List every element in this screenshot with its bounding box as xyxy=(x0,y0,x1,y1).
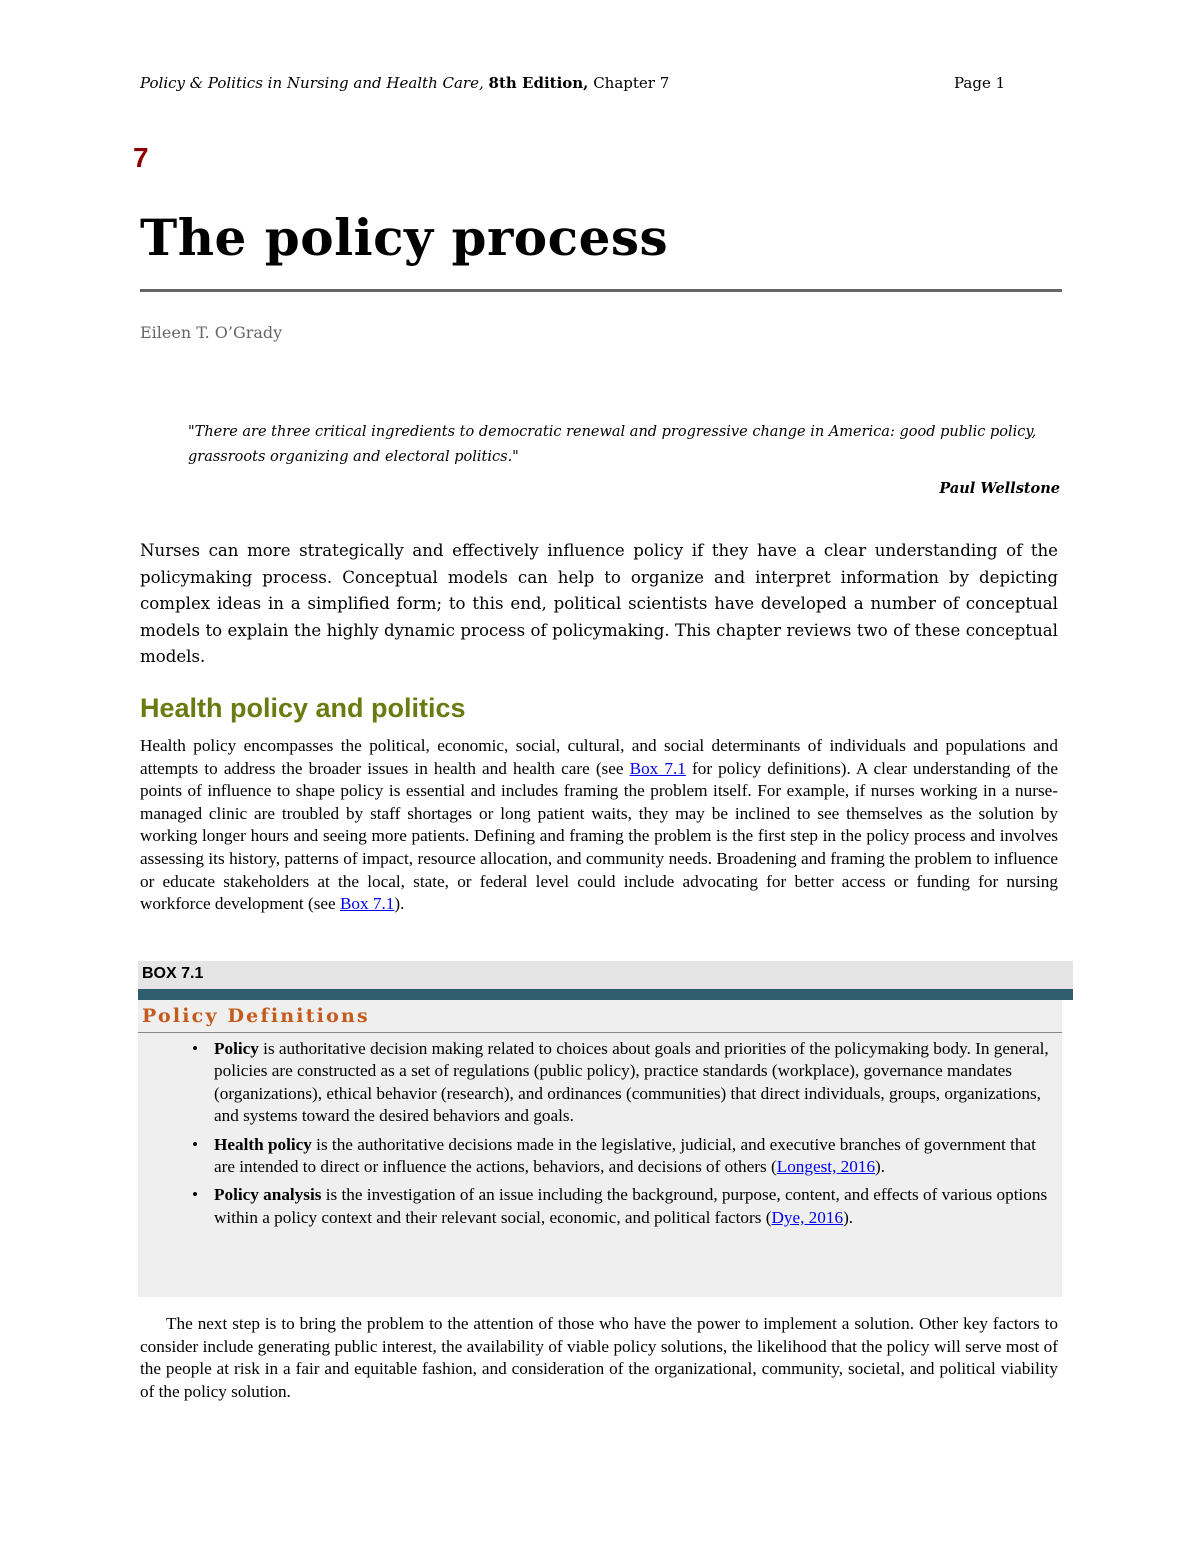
definitions-list xyxy=(190,1038,1056,1235)
running-header xyxy=(140,74,1008,92)
box-header xyxy=(138,961,1073,989)
definition-text: is authoritative decision making related to choices about goals and priorities of the policymaking body. In general, policies are constructed as a set of regulations (public policy), practice standards (workplace), governance mandates (organizations), ethical behavior (research), and ordinances (communities) that direct individuals, groups, organizations, and systems toward the desired behaviors and goals. xyxy=(214,1039,1049,1126)
box-divider xyxy=(138,1032,1062,1033)
section-heading: Health policy and politics xyxy=(140,693,466,723)
bullet-icon: • xyxy=(192,1134,199,1154)
chapter-title: The policy process xyxy=(140,208,669,267)
epigraph-attribution: Paul Wellstone xyxy=(939,480,1060,497)
body-paragraph-2: The next step is to bring the problem to the attention of those who have the power to implement a solution. Other key factors to consider include generating public interest, the availability of viable policy solutions, the likelihood that the policy will serve most of the people at risk in a fair and equitable fashion, and consideration of the organizational, community, societal, and political viability of the policy solution. xyxy=(140,1314,1058,1401)
definition-text: is the authoritative decisions made in the legislative, judicial, and executive branches of government that are intended to direct or influence the actions, behaviors, and decisions of others ( xyxy=(214,1134,1036,1177)
chapter-author: Eileen T. O’Grady xyxy=(140,323,283,342)
citation-link-longest[interactable]: Longest, 2016 xyxy=(776,1157,876,1177)
list-item: • Health policy is the authoritative decisions made in the legislative, judicial, and executive branches of government that are intended to direct or influence the actions, behaviors, and decisions of others (Longest, 2016). xyxy=(192,1134,1036,1177)
list-item: • Policy analysis is the investigation of an issue including the background, purpose, content, and effects of various options within a policy context and their relevant social, economic, and political factors (Dye, 2016). xyxy=(192,1185,1048,1227)
definition-term: Health policy xyxy=(214,1134,312,1154)
epigraph-quote: "There are three critical ingredients to democratic renewal and progressive change in America: good public policy, grassroots organizing and electoral politics." xyxy=(188,424,1037,465)
book-title: Policy & Politics in Nursing and Health Care, 8th Edition, Chapter 7 xyxy=(140,74,670,92)
citation-link-dye[interactable]: Dye, 2016 xyxy=(771,1207,844,1227)
title-divider xyxy=(140,289,1062,292)
chapter-number: 7 xyxy=(133,142,149,173)
definition-term: Policy xyxy=(214,1039,259,1058)
chapter-label: Chapter 7 xyxy=(593,74,670,92)
bullet-icon: • xyxy=(192,1185,199,1205)
box-accent-bar xyxy=(138,989,1073,1000)
box-label: BOX 7.1 xyxy=(142,965,204,982)
box-7-1-link-2[interactable]: Box 7.1 xyxy=(339,894,395,914)
intro-paragraph: Nurses can more strategically and effectively influence policy if they have a clear understanding of the policymaking process. Conceptual models can help to organize and interpret information by depicting complex ideas in a simplified form; to this end, political scientists have developed a number of conceptual models to explain the highly dynamic process of policymaking. This chapter reviews two of these conceptual models. xyxy=(140,541,1058,666)
body-paragraph-1: Health policy encompasses the political, economic, social, cultural, and social determinants of individuals and populations and attempts to address the broader issues in health and health care (see Box 7.1 for policy definitions). A clear understanding of the points of influence to shape policy is essential and includes framing the problem itself. For example, if nurses working in a nurse-managed clinic are troubled by staff shortages or long patient waits, they may be inclined to see themselves as the solution by working longer hours and seeing more patients. Defining and framing the problem is the first step in the policy process and involves assessing its history, patterns of impact, resource allocation, and community needs. Broadening and framing the problem to influence or educate stakeholders at the local, state, or federal level could include advocating for better access or funding for nursing workforce development (see Box 7.1). xyxy=(140,736,1058,914)
page-number: Page 1 xyxy=(954,74,1006,92)
edition: 8th Edition, xyxy=(488,74,589,92)
bullet-icon: • xyxy=(192,1039,199,1058)
list-item xyxy=(190,1038,1056,1128)
definition-term: Policy analysis xyxy=(214,1185,322,1205)
definition-text: is the investigation of an issue including the background, purpose, content, and effects of various options within a policy context and their relevant social, economic, and political factors ( xyxy=(214,1185,1048,1227)
box-7-1-link[interactable]: Box 7.1 xyxy=(629,758,686,778)
box-subtitle: Policy Definitions xyxy=(142,1005,370,1027)
